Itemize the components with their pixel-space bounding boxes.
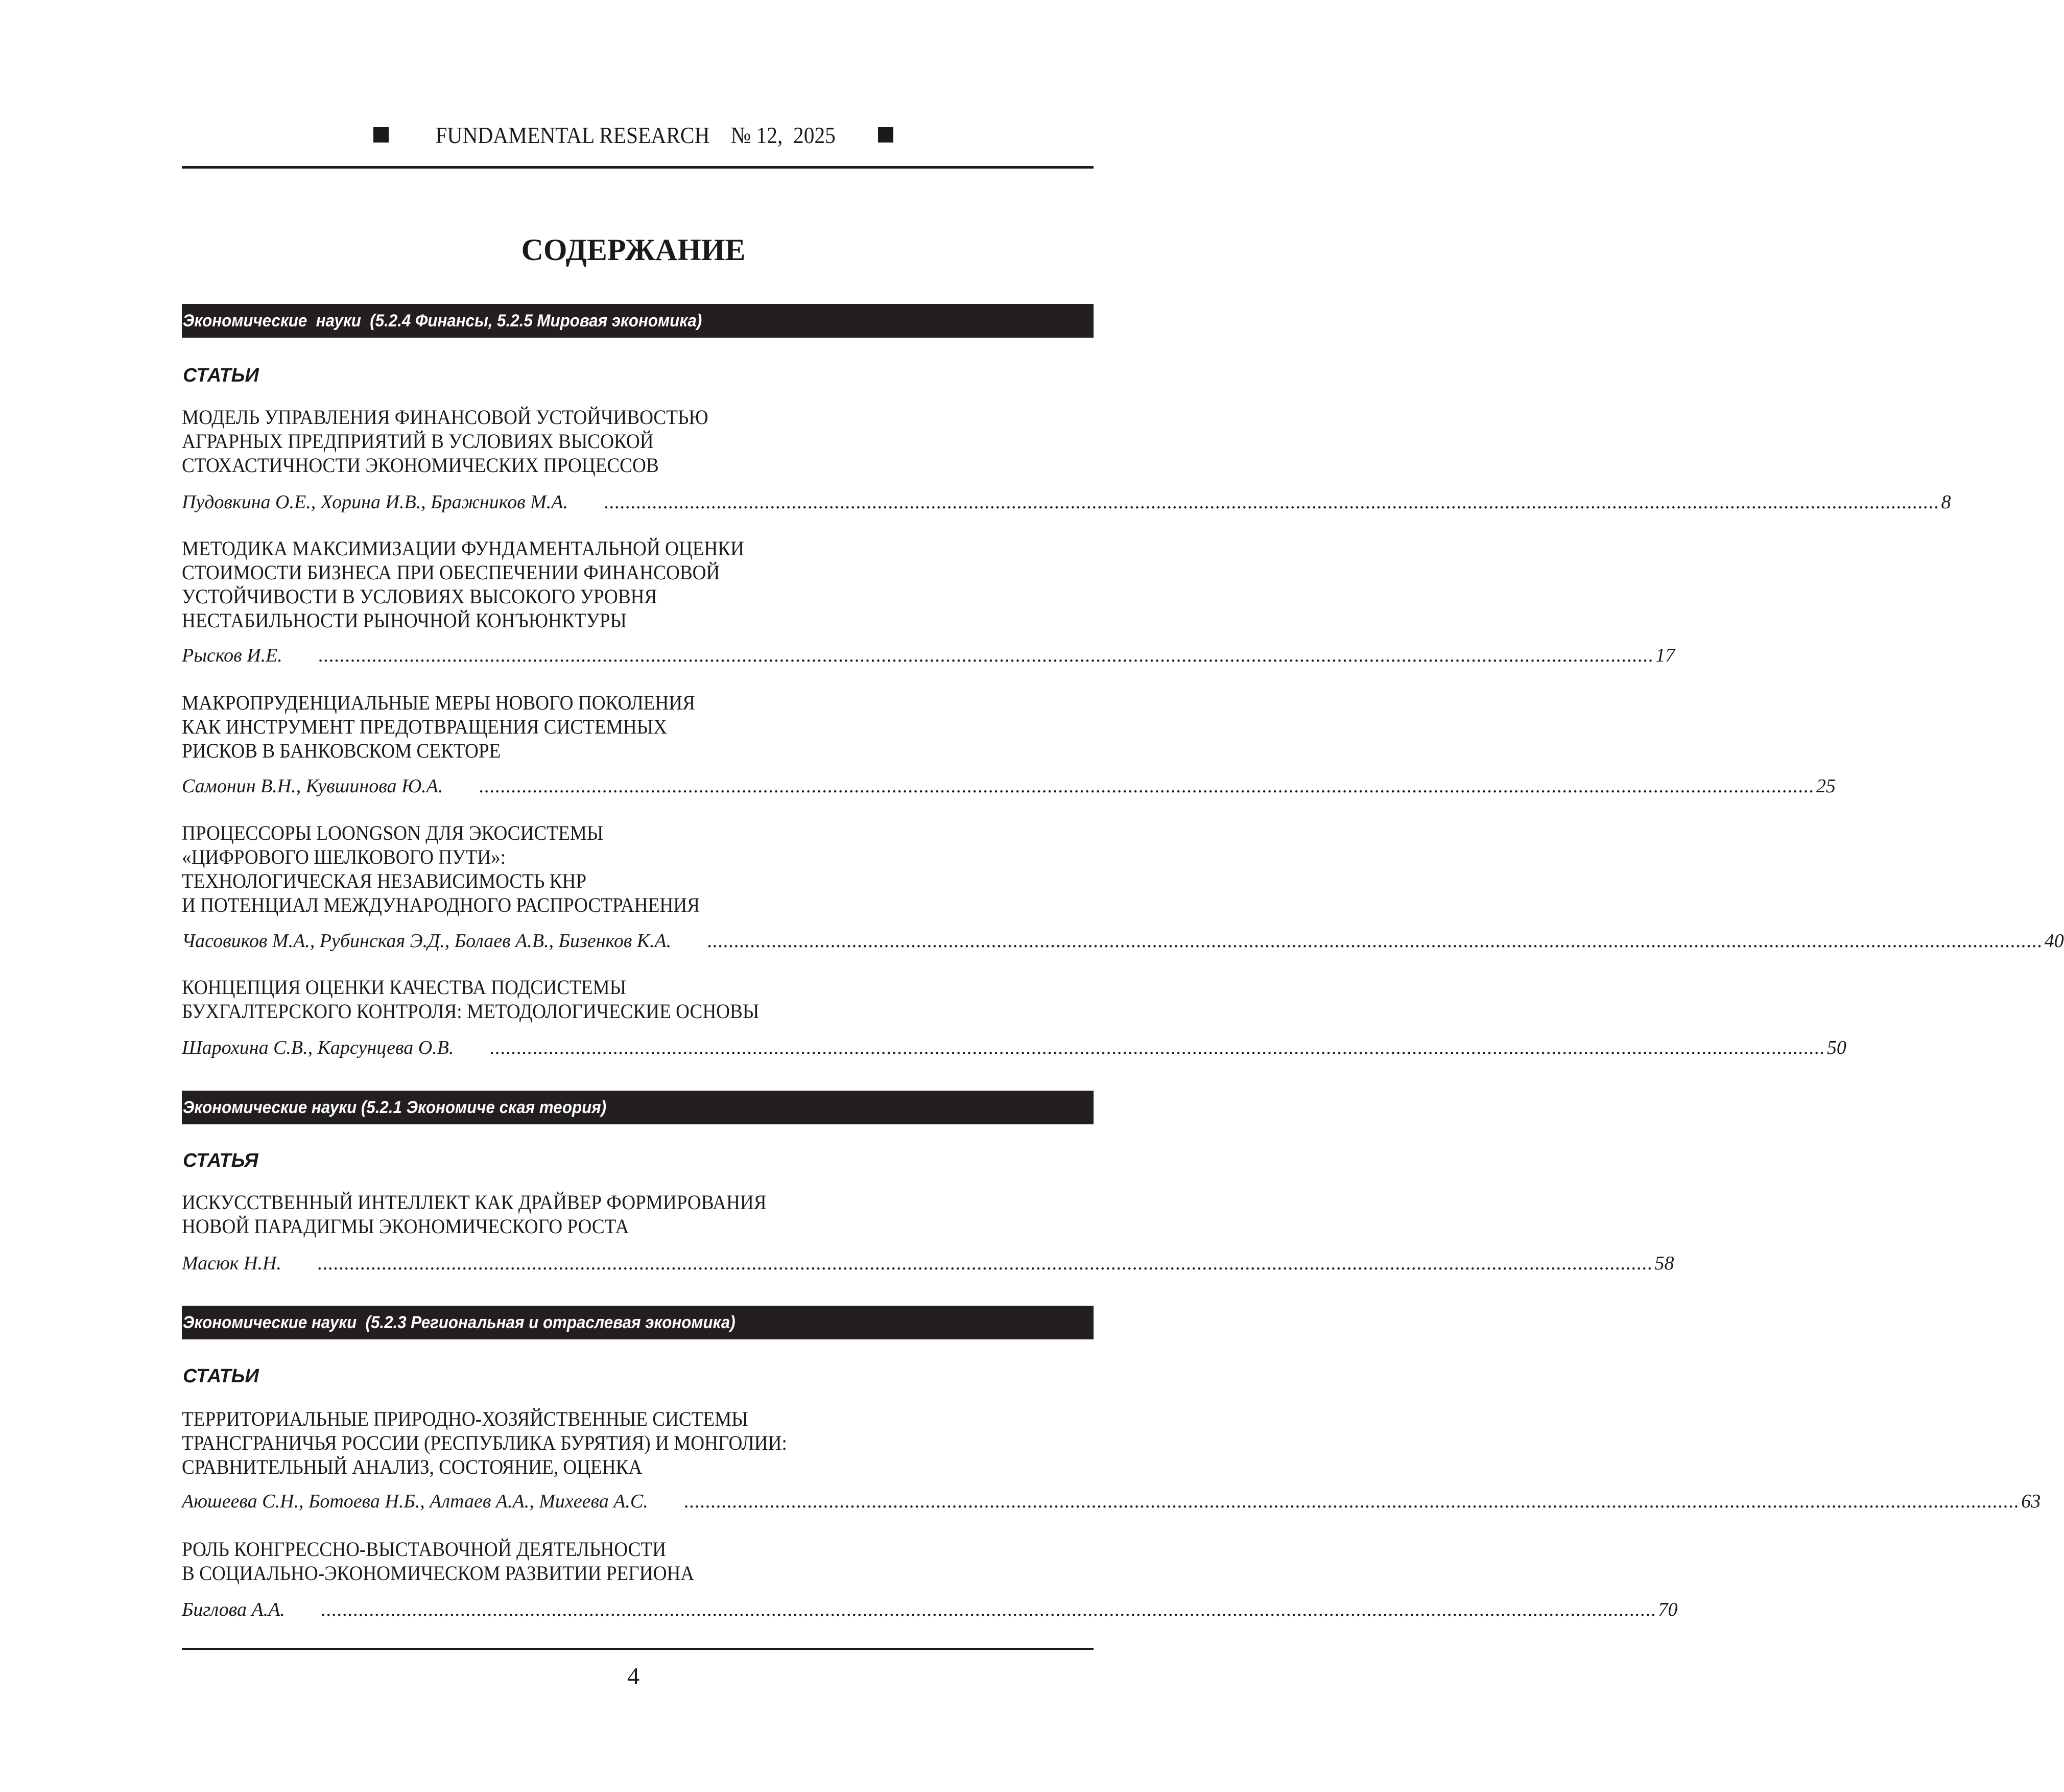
square-bullet-icon — [373, 127, 389, 143]
page-ref[interactable]: 50 — [1826, 1037, 1846, 1058]
square-bullet-icon — [878, 127, 893, 143]
article-title[interactable]: ИСКУССТВЕННЫЙ ИНТЕЛЛЕКТ КАК ДРАЙВЕР ФОРМИРОВАНИЯ НОВОЙ ПАРАДИГМЫ ЭКОНОМИЧЕСКОГО РОСТА — [182, 1191, 767, 1238]
article-title[interactable]: РОЛЬ КОНГРЕССНО-ВЫСТАВОЧНОЙ ДЕЯТЕЛЬНОСТИ В СОЦИАЛЬНО-ЭКОНОМИЧЕСКОМ РАЗВИТИИ РЕГИОНА — [182, 1538, 695, 1585]
article-title[interactable]: ТЕРРИТОРИАЛЬНЫЕ ПРИРОДНО-ХОЗЯЙСТВЕННЫЕ СИСТЕМЫ ТРАНСГРАНИЧЬЯ РОССИИ (РЕСПУБЛИКА БУРЯТИЯ) И МОНГОЛИИ: СРАВНИТЕЛЬНЫЙ АНАЛИЗ, СОСТОЯНИЕ, ОЦЕНКА — [182, 1407, 787, 1478]
header-rule — [182, 166, 1094, 169]
page-ref[interactable]: 25 — [1816, 775, 1836, 797]
toc-entry-authors: Масюк Н.Н. ......................................................................................................................................................................................................................................................... 58 — [182, 1252, 1094, 1276]
toc-entry-authors: Пудовкина О.Е., Хорина И.В., Бражников М.А. ......................................................................................................................................................................................................................................................... 8 — [182, 490, 1094, 514]
article-title[interactable]: МАКРОПРУДЕНЦИАЛЬНЫЕ МЕРЫ НОВОГО ПОКОЛЕНИЯ КАК ИНСТРУМЕНТ ПРЕДОТВРАЩЕНИЯ СИСТЕМНЫХ РИСКОВ В БАНКОВСКОМ СЕКТОРЕ — [182, 691, 695, 762]
page-ref[interactable]: 63 — [2021, 1491, 2041, 1512]
dot-leader: ......................................................................................................................................................................................................................................................... — [318, 645, 1654, 666]
dot-leader: ......................................................................................................................................................................................................................................................... — [479, 775, 1814, 797]
dot-leader: ......................................................................................................................................................................................................................................................... — [489, 1037, 1825, 1058]
section-band: Экономические науки (5.2.3 Региональная и отраслевая экономика) — [182, 1306, 1094, 1339]
page-ref[interactable]: 17 — [1655, 645, 1675, 666]
toc-entry-authors: Шарохина С.В., Карсунцева О.В. ......................................................................................................................................................................................................................................................... 50 — [182, 1036, 1094, 1060]
running-header — [0, 121, 1267, 149]
article-title[interactable]: МОДЕЛЬ УПРАВЛЕНИЯ ФИНАНСОВОЙ УСТОЙЧИВОСТЬЮ АГРАРНЫХ ПРЕДПРИЯТИЙ В УСЛОВИЯХ ВЫСОКОЙ СТОХАСТИЧНОСТИ ЭКОНОМИЧЕСКИХ ПРОЦЕССОВ — [182, 406, 708, 477]
dot-leader: ......................................................................................................................................................................................................................................................... — [603, 491, 1939, 513]
toc-entry-authors: Самонин В.Н., Кувшинова Ю.А. ......................................................................................................................................................................................................................................................... 25 — [182, 774, 1094, 798]
dot-leader: ......................................................................................................................................................................................................................................................... — [317, 1253, 1653, 1274]
page-ref[interactable]: 58 — [1654, 1253, 1674, 1274]
article-title[interactable]: ПРОЦЕССОРЫ LOONGSON ДЛЯ ЭКОСИСТЕМЫ «ЦИФРОВОГО ШЕЛКОВОГО ПУТИ»: ТЕХНОЛОГИЧЕСКАЯ НЕЗАВИСИМОСТЬ КНР И ПОТЕНЦИАЛ МЕЖДУНАРОДНОГО РАСПРОСТРАНЕНИЯ — [182, 821, 700, 916]
page-number: 4 — [627, 1663, 639, 1690]
page-title: СОДЕРЖАНИЕ — [521, 233, 746, 267]
page-ref[interactable]: 40 — [2044, 930, 2064, 952]
section-band: Экономические науки (5.2.4 Финансы, 5.2.5 Мировая экономика) — [182, 304, 1094, 338]
page-ref[interactable]: 70 — [1658, 1599, 1678, 1620]
section-kind-label: СТАТЬЯ — [183, 1150, 258, 1171]
article-title[interactable]: МЕТОДИКА МАКСИМИЗАЦИИ ФУНДАМЕНТАЛЬНОЙ ОЦЕНКИ СТОИМОСТИ БИЗНЕСА ПРИ ОБЕСПЕЧЕНИИ ФИНАНСОВОЙ УСТОЙЧИВОСТИ В УСЛОВИЯХ ВЫСОКОГО УРОВНЯ НЕСТАБИЛЬНОСТИ РЫНОЧНОЙ КОНЪЮНКТУРЫ — [182, 537, 744, 632]
page-ref[interactable]: 8 — [1941, 491, 1951, 513]
dot-leader: ......................................................................................................................................................................................................................................................... — [683, 1491, 2020, 1512]
toc-entry-authors: Рысков И.Е. ......................................................................................................................................................................................................................................................... 17 — [182, 644, 1094, 668]
toc-entry-authors: Биглова А.А. ......................................................................................................................................................................................................................................................... 70 — [182, 1598, 1094, 1622]
dot-leader: ......................................................................................................................................................................................................................................................... — [320, 1599, 1656, 1620]
footer-rule — [182, 1648, 1094, 1650]
toc-entry-authors: Аюшеева С.Н., Ботоева Н.Б., Алтаев А.А., Михеева А.С. ......................................................................................................................................................................................................................................................... 63 — [182, 1490, 1094, 1514]
dot-leader: ......................................................................................................................................................................................................................................................... — [707, 930, 2043, 952]
section-kind-label: СТАТЬИ — [183, 365, 259, 386]
journal-title: FUNDAMENTAL RESEARCH № 12, 2025 — [435, 122, 836, 148]
article-title[interactable]: КОНЦЕПЦИЯ ОЦЕНКИ КАЧЕСТВА ПОДСИСТЕМЫ БУХГАЛТЕРСКОГО КОНТРОЛЯ: МЕТОДОЛОГИЧЕСКИЕ ОСНОВЫ — [182, 976, 760, 1023]
toc-entry-authors: Часовиков М.А., Рубинская Э.Д., Болаев А.В., Бизенков К.А. ......................................................................................................................................................................................................................................................... 40 — [182, 929, 1094, 953]
section-band: Экономические науки (5.2.1 Экономиче ская теория) — [182, 1091, 1094, 1124]
section-kind-label: СТАТЬИ — [183, 1365, 259, 1387]
